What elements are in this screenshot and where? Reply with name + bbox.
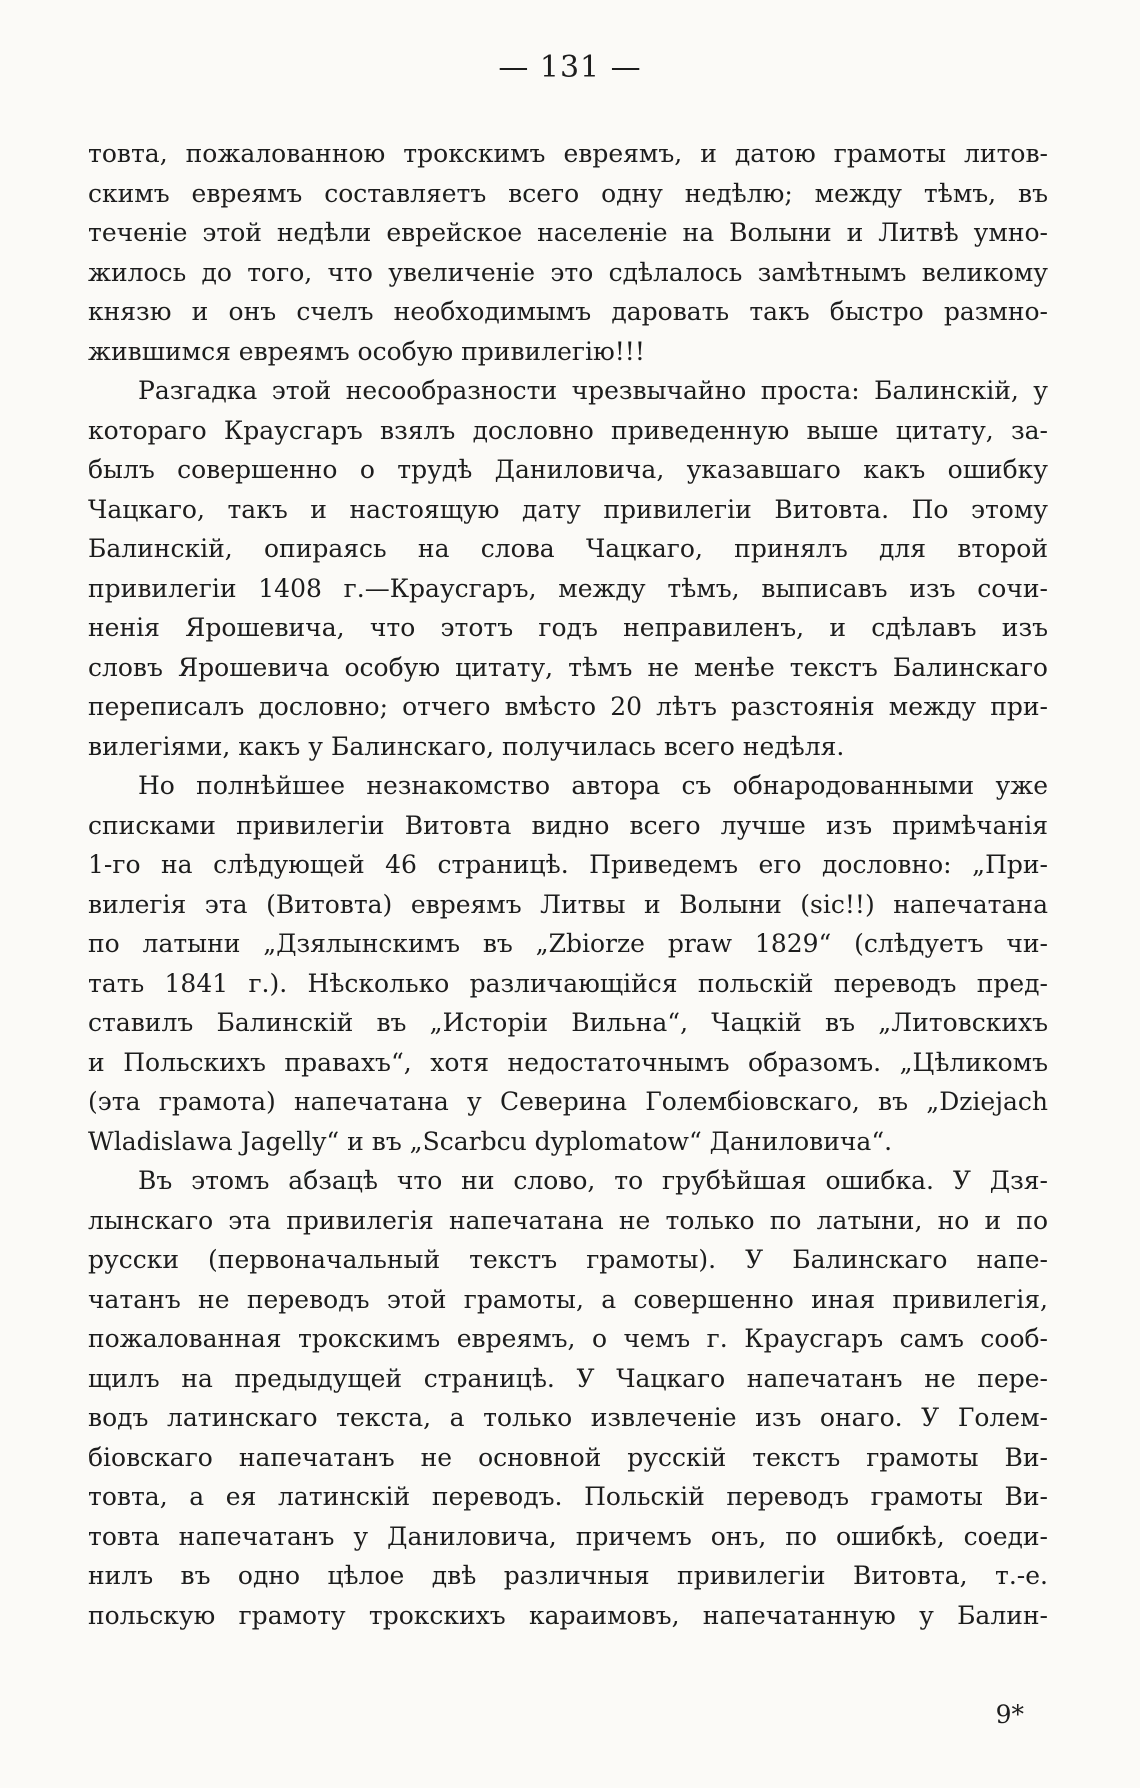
text-line: чатанъ не переводъ этой грамоты, а совершенно иная привилегія, bbox=[88, 1284, 1048, 1314]
text-line: Балинскій, опираясь на слова Чацкаго, принялъ для второй bbox=[88, 534, 1048, 563]
text-line: списками привилегіи Витовта видно всего лучше изъ примѣчанія bbox=[88, 810, 1048, 840]
text-line: котораго Краусгаръ взялъ дословно приведенную выше цитату, за- bbox=[88, 415, 1048, 445]
text-line: лынскаго эта привилегія напечатана не только по латыни, но и по bbox=[88, 1205, 1048, 1235]
text-line: жилось до того, что увеличеніе это сдѣлалось замѣтнымъ великому bbox=[88, 257, 1048, 287]
text-line: привилегіи 1408 г.—Краусгаръ, между тѣмъ, выписавъ изъ сочи- bbox=[88, 573, 1048, 603]
text-line: товта, пожалованною трокскимъ евреямъ, и датою грамоты литов- bbox=[88, 139, 1048, 168]
text-line: Разгадка этой несообразности чрезвычайно проста: Балинскій, у bbox=[138, 376, 1048, 405]
text-line: князю и онъ счелъ необходимымъ даровать такъ быстро размно- bbox=[88, 297, 1048, 326]
text-line: тать 1841 г.). Нѣсколько различающійся польскій переводъ пред- bbox=[88, 968, 1048, 998]
text-line: теченіе этой недѣли еврейское населеніе на Волыни и Литвѣ умно- bbox=[88, 218, 1048, 247]
text-line: вилегіями, какъ у Балинскаго, получилась всего недѣля. bbox=[88, 731, 845, 761]
page-number: — 131 — bbox=[498, 50, 642, 85]
text-line: 1-го на слѣдующей 46 страницѣ. Приведемъ его дословно: „При- bbox=[88, 850, 1048, 879]
text-line: польскую грамоту трокскихъ караимовъ, напечатанную у Балин- bbox=[88, 1600, 1048, 1630]
body-text bbox=[88, 134, 1048, 1635]
text-line: жившимся евреямъ особую привилегію!!! bbox=[88, 336, 645, 366]
text-line: ненія Ярошевича, что этотъ годъ неправиленъ, и сдѣлавъ изъ bbox=[88, 613, 1048, 642]
text-line: Wladislawa Jagelly“ и въ „Scarbcu dyplomatow“ Даниловича“. bbox=[88, 1126, 893, 1156]
text-line: ставилъ Балинскій въ „Исторіи Вильна“, Чацкій въ „Литовскихъ bbox=[88, 1008, 1048, 1037]
text-line: щилъ на предыдущей страницѣ. У Чацкаго напечатанъ не пере- bbox=[88, 1363, 1048, 1393]
text-line: (эта грамота) напечатана у Северина Голембіовскаго, въ „Dziejach bbox=[88, 1087, 1048, 1116]
text-line: біовскаго напечатанъ не основной русскій текстъ грамоты Ви- bbox=[88, 1442, 1048, 1472]
text-line: водъ латинскаго текста, а только извлеченіе изъ онаго. У Голем- bbox=[88, 1403, 1048, 1432]
signature-mark: 9* bbox=[995, 1700, 1024, 1729]
text-line: товта напечатанъ у Даниловича, причемъ онъ, по ошибкѣ, соеди- bbox=[88, 1521, 1048, 1551]
text-line: словъ Ярошевича особую цитату, тѣмъ не менѣе текстъ Балинскаго bbox=[88, 652, 1048, 682]
text-line: вилегія эта (Витовта) евреямъ Литвы и Волыни (sic!!) напечатана bbox=[88, 889, 1048, 919]
text-line: по латыни „Дзялынскимъ въ „Zbiorze praw 1829“ (слѣдуетъ чи- bbox=[88, 929, 1048, 958]
text-line: Но полнѣйшее незнакомство автора съ обнародованными уже bbox=[138, 771, 1048, 800]
text-line: нилъ въ одно цѣлое двѣ различныя привилегіи Витовта, т.-е. bbox=[88, 1561, 1048, 1590]
text-line: Чацкаго, такъ и настоящую дату привилегіи Витовта. По этому bbox=[88, 494, 1048, 524]
text-line: русски (первоначальный текстъ грамоты). У Балинскаго напе- bbox=[88, 1245, 1048, 1274]
text-line: товта, а ея латинскій переводъ. Польскій переводъ грамоты Ви- bbox=[88, 1482, 1048, 1511]
text-line: былъ совершенно о трудѣ Даниловича, указавшаго какъ ошибку bbox=[88, 455, 1048, 484]
text-line: скимъ евреямъ составляетъ всего одну недѣлю; между тѣмъ, въ bbox=[88, 178, 1048, 208]
text-line: Въ этомъ абзацѣ что ни слово, то грубѣйшая ошибка. У Дзя- bbox=[138, 1166, 1048, 1195]
text-line: переписалъ дословно; отчего вмѣсто 20 лѣтъ разстоянія между при- bbox=[88, 692, 1048, 721]
text-line: пожалованная трокскимъ евреямъ, о чемъ г. Краусгаръ самъ сооб- bbox=[88, 1324, 1048, 1353]
text-line: и Польскихъ правахъ“, хотя недостаточнымъ образомъ. „Цѣликомъ bbox=[88, 1047, 1048, 1077]
